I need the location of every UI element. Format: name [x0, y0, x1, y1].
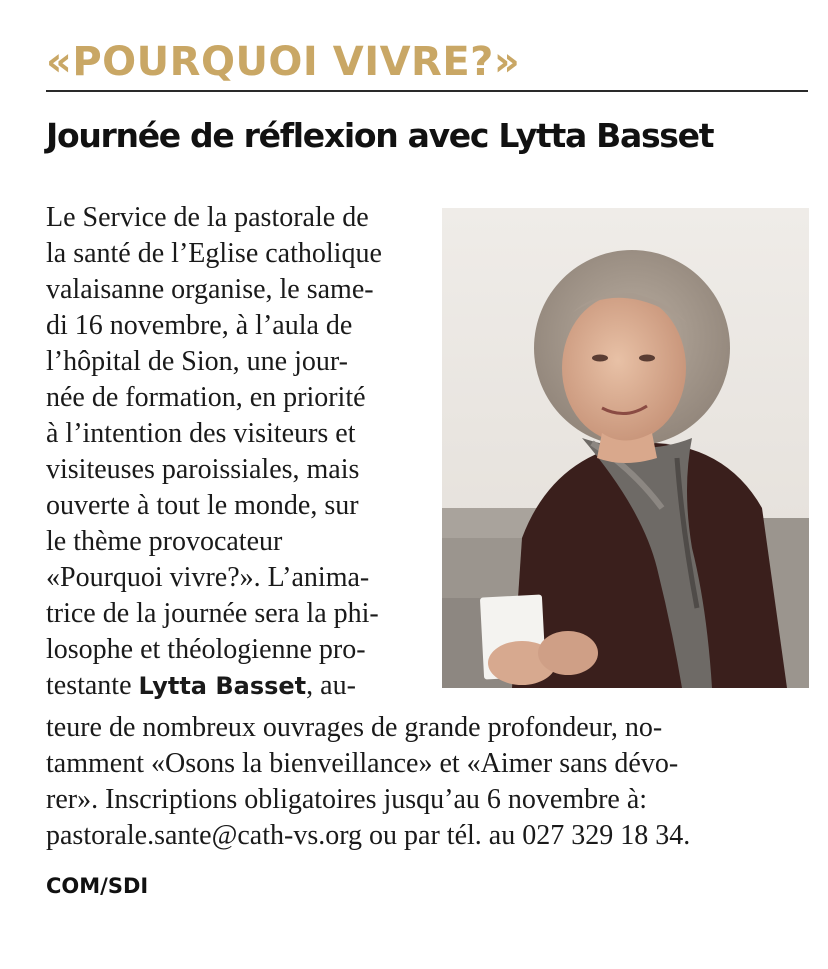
headline: Journée de réflexion avec Lytta Basset [46, 116, 714, 155]
body-line: à l’intention des visiteurs et [46, 418, 356, 449]
signature: COM/SDI [46, 874, 149, 898]
body-line: le thème provocateur [46, 526, 283, 557]
body-line: «Pourquoi vivre?». L’anima- [46, 562, 370, 593]
body-text: , au- [306, 670, 356, 701]
body-line: née de formation, en priorité [46, 382, 366, 413]
body-line-with-name [46, 668, 356, 704]
body-line: ouverte à tout le monde, sur [46, 490, 359, 521]
divider [46, 90, 808, 92]
body-line: di 16 novembre, à l’aula de [46, 310, 353, 341]
body-line: l’hôpital de Sion, une jour- [46, 346, 348, 377]
body-text: testante [46, 670, 139, 701]
body-line: tamment «Osons la bienveillance» et «Aimer sans dévo- [46, 748, 679, 779]
body-line: la santé de l’Eglise catholique [46, 238, 382, 269]
body-line: pastorale.sante@cath-vs.org ou par tél. au 027 329 18 34. [46, 820, 691, 851]
body-line: valaisanne organise, le same- [46, 274, 374, 305]
body-line: visiteuses paroissiales, mais [46, 454, 360, 485]
portrait-illustration [442, 208, 809, 688]
body-line: teure de nombreux ouvrages de grande profondeur, no- [46, 712, 663, 743]
body-line: rer». Inscriptions obligatoires jusqu’au 6 novembre à: [46, 784, 648, 815]
author-name: Lytta Basset [138, 672, 307, 700]
body-line: trice de la journée sera la phi- [46, 598, 379, 629]
body-line: Le Service de la pastorale de [46, 202, 369, 233]
kicker: «POURQUOI VIVRE?» [46, 39, 521, 85]
portrait-photo [442, 208, 809, 688]
body-line: losophe et théologienne pro- [46, 634, 366, 665]
